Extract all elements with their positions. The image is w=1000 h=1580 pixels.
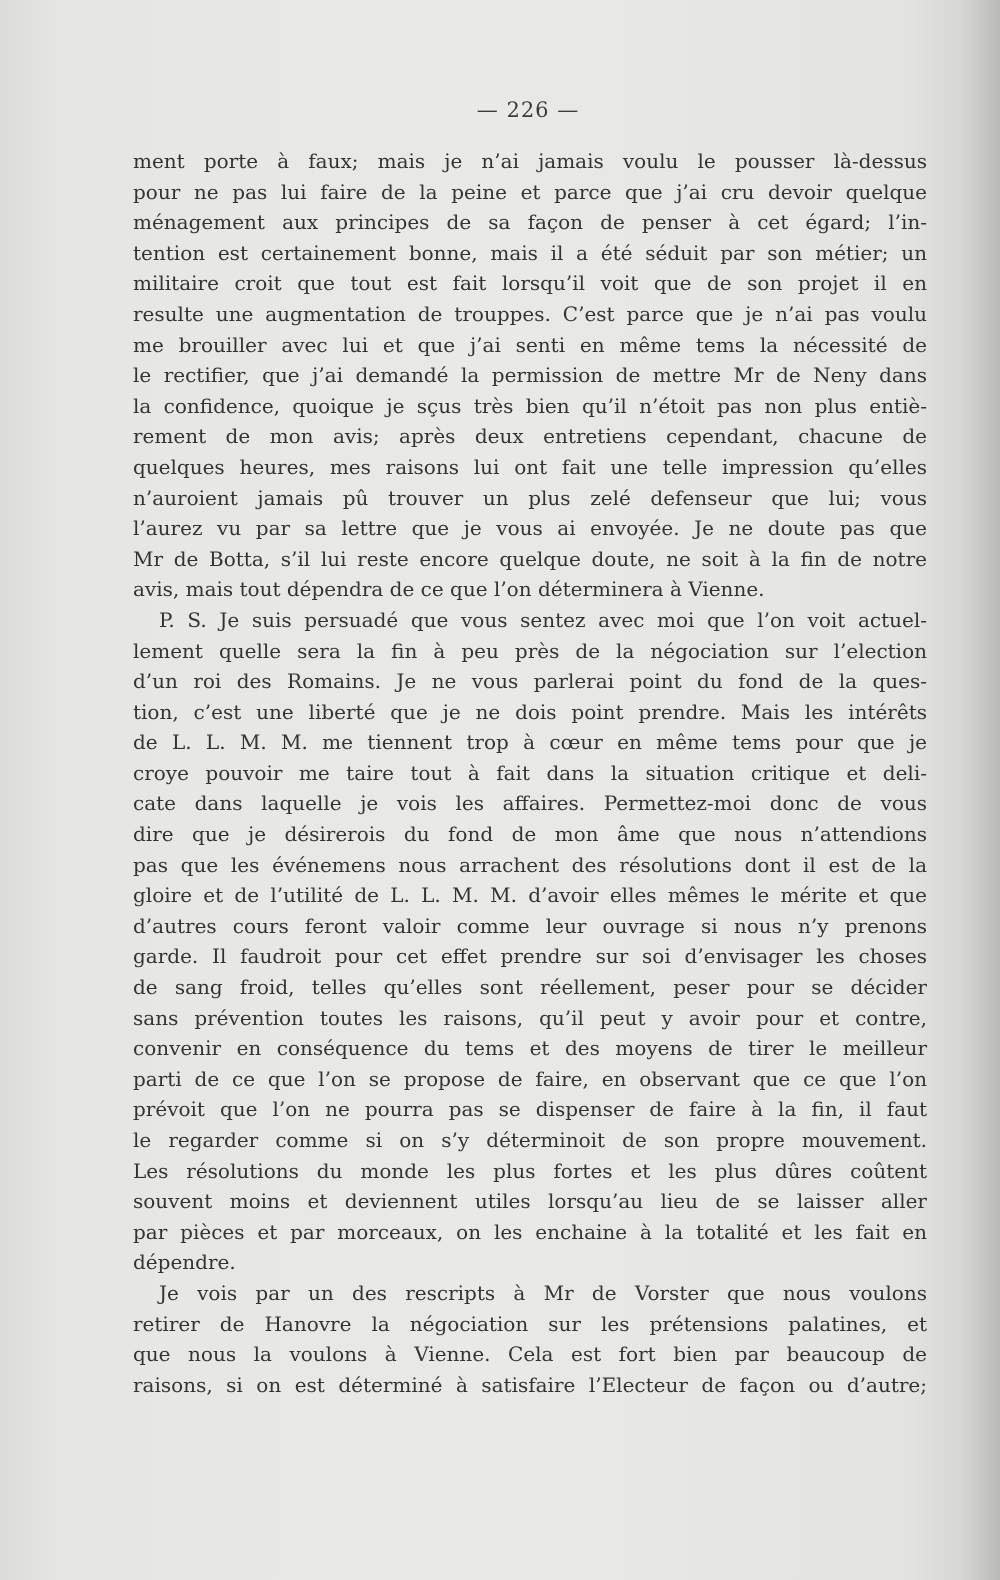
text-line: Mr de Botta, s’il lui reste encore quelque doute, ne soit à la fin de notre	[133, 546, 927, 571]
text-line: par pièces et par morceaux, on les enchaine à la totalité et les fait en	[133, 1219, 927, 1244]
text-line: tention est certainement bonne, mais il a été séduit par son métier; un	[133, 240, 927, 265]
text-line: lement quelle sera la fin à peu près de la négociation sur l’election	[133, 638, 927, 663]
text-line: de L. L. M. M. me tiennent trop à cœur en même tems pour que je	[133, 730, 927, 755]
text-line: cate dans laquelle je vois les affaires. Permettez-moi donc de vous	[133, 791, 927, 816]
text-line: Je vois par un des rescripts à Mr de Vorster que nous voulons	[159, 1280, 927, 1305]
text-line: souvent moins et deviennent utiles lorsqu’au lieu de se laisser aller	[133, 1189, 927, 1214]
text-line: quelques heures, mes raisons lui ont fait une telle impression qu’elles	[133, 454, 927, 479]
text-line: pour ne pas lui faire de la peine et parce que j’ai cru devoir quelque	[133, 179, 927, 204]
text-line: ment porte à faux; mais je n’ai jamais voulu le pousser là-dessus	[133, 149, 927, 173]
text-line: ménagement aux principes de sa façon de penser à cet égard; l’in-	[133, 210, 927, 235]
text-line: de sang froid, telles qu’elles sont réellement, peser pour se décider	[133, 975, 927, 1000]
text-line: la confidence, quoique je sçus très bien qu’il n’étoit pas non plus entiè-	[133, 393, 927, 418]
text-line: dépendre.	[133, 1250, 236, 1275]
text-line: n’auroient jamais pû trouver un plus zelé defenseur que lui; vous	[133, 485, 927, 510]
text-line: d’autres cours feront valoir comme leur ouvrage si nous n’y prenons	[133, 913, 927, 938]
text-line: prévoit que l’on ne pourra pas se dispenser de faire à la fin, il faut	[133, 1097, 927, 1122]
text-line: resulte une augmentation de trouppes. C’est parce que je n’ai pas voulu	[133, 301, 927, 326]
text-line: tion, c’est une liberté que je ne dois point prendre. Mais les intérêts	[133, 699, 927, 724]
page-number: — 226 —	[476, 98, 580, 122]
text-line: pas que les événemens nous arrachent des résolutions dont il est de la	[133, 852, 927, 877]
spine-shadow	[960, 0, 1000, 1580]
text-line: le rectifier, que j’ai demandé la permission de mettre Mr de Neny dans	[133, 363, 927, 388]
text-line: militaire croit que tout est fait lorsqu’il voit que de son projet il en	[133, 271, 927, 296]
text-line: rement de mon avis; après deux entretiens cependant, chacune de	[133, 424, 927, 449]
text-line: raisons, si on est déterminé à satisfaire l’Electeur de façon ou d’autre;	[133, 1372, 927, 1397]
text-line: parti de ce que l’on se propose de faire, en observant que ce que l’on	[133, 1066, 927, 1091]
text-line: l’aurez vu par sa lettre que je vous ai envoyée. Je ne doute pas que	[133, 516, 927, 541]
text-line: le regarder comme si on s’y déterminoit de son propre mouvement.	[133, 1128, 927, 1152]
text-line: dire que je désirerois du fond de mon âme que nous n’attendions	[133, 822, 927, 847]
text-line: gloire et de l’utilité de L. L. M. M. d’avoir elles mêmes le mérite et que	[133, 883, 927, 908]
text-line: d’un roi des Romains. Je ne vous parlerai point du fond de la ques-	[133, 669, 927, 694]
text-line: sans prévention toutes les raisons, qu’il peut y avoir pour et contre,	[133, 1005, 927, 1030]
text-line: croye pouvoir me taire tout à fait dans la situation critique et deli-	[133, 760, 927, 785]
text-line: que nous la voulons à Vienne. Cela est fort bien par beaucoup de	[133, 1342, 927, 1367]
text-line: retirer de Hanovre la négociation sur les prétensions palatines, et	[133, 1311, 927, 1336]
text-line: garde. Il faudroit pour cet effet prendre sur soi d’envisager les choses	[133, 944, 927, 969]
text-line: me brouiller avec lui et que j’ai senti en même tems la nécessité de	[133, 332, 927, 357]
text-line: Les résolutions du monde les plus fortes et les plus dûres coûtent	[133, 1158, 927, 1183]
text-line: convenir en conséquence du tems et des moyens de tirer le meilleur	[133, 1036, 927, 1061]
text-line: avis, mais tout dépendra de ce que l’on déterminera à Vienne.	[133, 577, 765, 602]
text-line: P. S. Je suis persuadé que vous sentez avec moi que l’on voit actuel-	[159, 607, 927, 632]
body-text	[133, 146, 927, 1400]
